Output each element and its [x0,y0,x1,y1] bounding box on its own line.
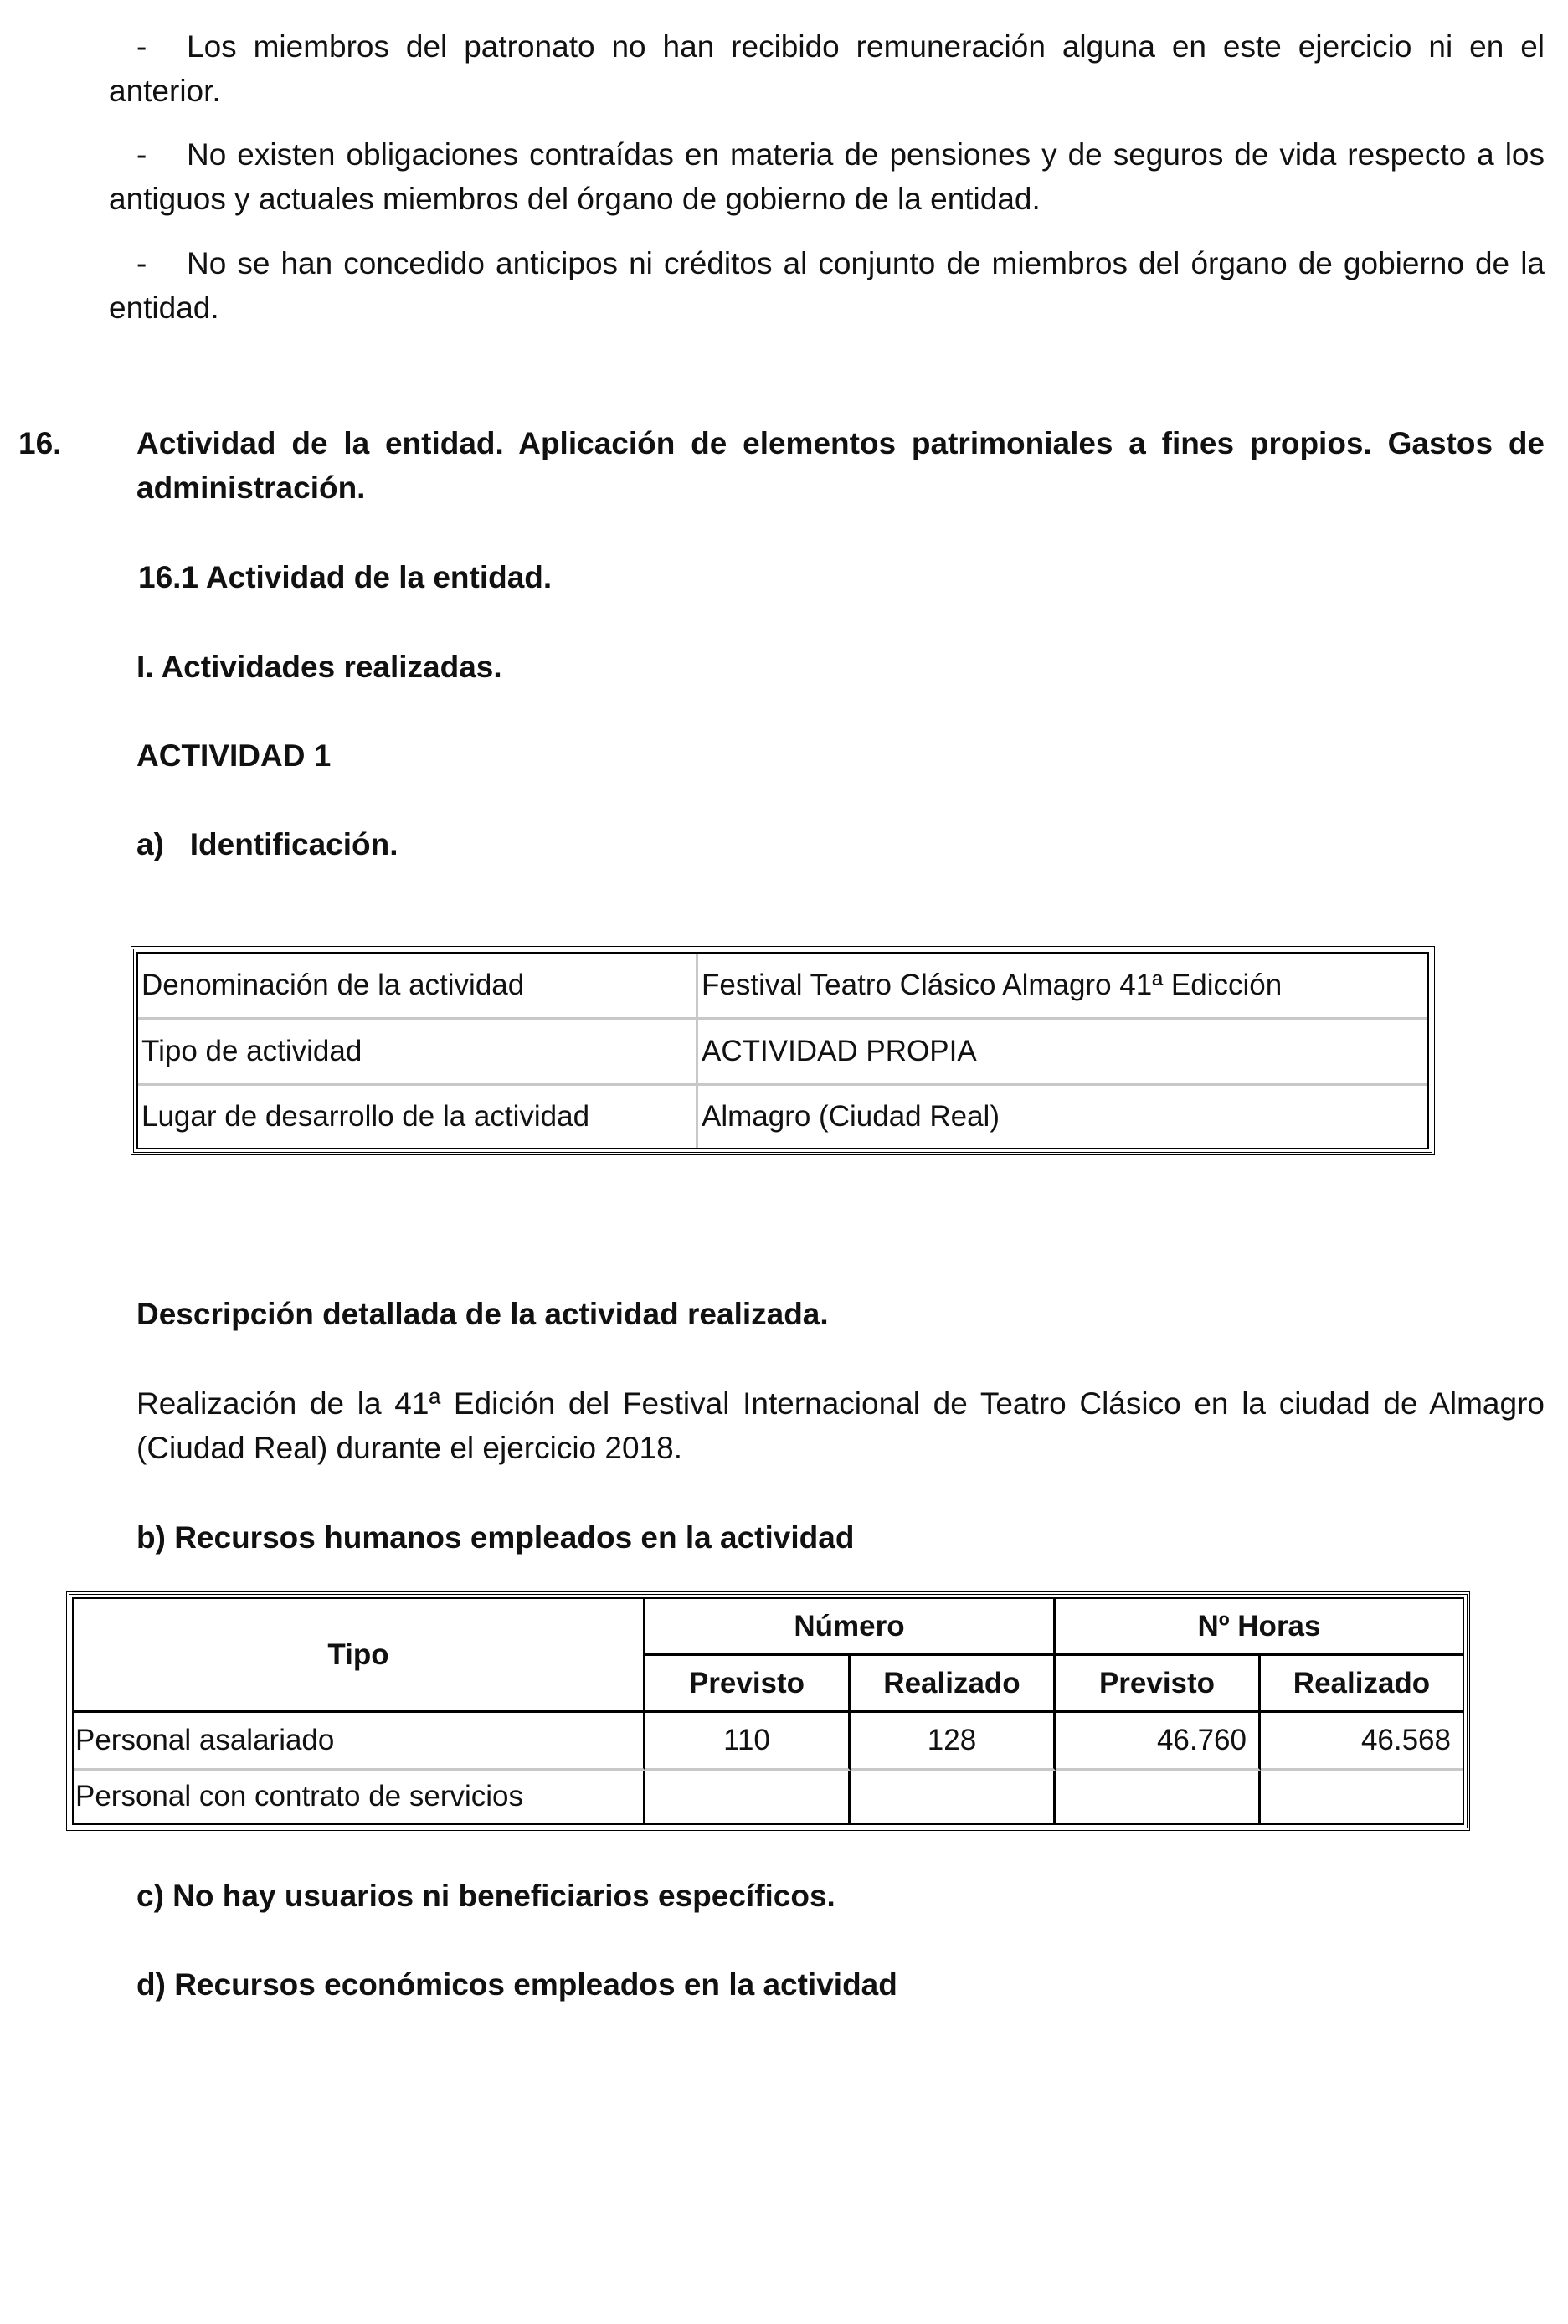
bullet-dash: - [136,246,147,280]
economic-heading: d) Recursos económicos empleados en la actividad [136,1967,897,2002]
table-cell-num-realizado [851,1771,1056,1823]
table-cell-tipo: Personal con contrato de servicios [74,1771,645,1823]
table-header-row [74,1599,1463,1656]
part-heading: I. Actividades realizadas. [136,650,502,684]
table-row [74,1713,1463,1770]
table-cell-tipo: Personal asalariado [74,1713,645,1770]
identification-table-frame [131,946,1435,1155]
bullet-text: No se han concedido anticipos ni créditos al conjunto de miembros del órgano de gobierno de la entidad. [109,246,1545,325]
header-horas-realizado: Realizado [1261,1656,1463,1713]
table-cell-horas-previsto: 46.760 [1056,1713,1261,1770]
description-text: Realización de la 41ª Edición del Festival Internacional de Teatro Clásico en la ciudad de Almagro (Ciudad Real) durante el ejercicio 2018. [136,1386,1545,1465]
bullet-dash: - [136,29,147,64]
table-cell-label: Lugar de desarrollo de la actividad [138,1086,698,1148]
table-row [138,1020,1427,1086]
section-title: Actividad de la entidad. Aplicación de elementos patrimoniales a fines propios. Gastos de administración. [136,426,1545,505]
table-cell-num-realizado: 128 [851,1713,1056,1770]
table-cell-label: Denominación de la actividad [138,954,698,1020]
section-number: 16. [18,426,62,460]
table-cell-value: Festival Teatro Clásico Almagro 41ª Edicción [698,954,1427,1020]
table-cell-horas-previsto [1056,1771,1261,1823]
users-heading: c) No hay usuarios ni beneficiarios específicos. [136,1879,835,1913]
human-resources-table [72,1597,1464,1825]
table-cell-num-previsto [645,1771,851,1823]
bullet-text: No existen obligaciones contraídas en materia de pensiones y de seguros de vida respecto a los antiguos y actuales miembros del órgano de gobierno de la entidad. [109,137,1545,216]
header-numero: Número [645,1599,1056,1656]
header-horas: Nº Horas [1056,1599,1463,1656]
bullet-dash: - [136,137,147,172]
header-horas-previsto: Previsto [1056,1656,1261,1713]
bullet-anticipos [109,241,1545,330]
table-cell-value: Almagro (Ciudad Real) [702,1100,1000,1134]
table-row [138,1086,1427,1148]
table-row [74,1771,1463,1823]
activity-heading: ACTIVIDAD 1 [136,738,332,773]
header-numero-previsto: Previsto [645,1656,851,1713]
table-cell-horas-realizado [1261,1771,1463,1823]
identification-table [136,952,1429,1149]
header-numero-realizado: Realizado [851,1656,1056,1713]
human-resources-table-frame [66,1591,1470,1831]
bullet-pensiones [109,132,1545,221]
table-cell-horas-realizado: 46.568 [1261,1713,1463,1770]
bullet-remuneracion [109,24,1545,113]
human-resources-heading: b) Recursos humanos empleados en la actividad [136,1520,855,1555]
identification-heading: a) Identificación. [136,827,398,861]
header-tipo: Tipo [74,1599,645,1713]
sub-heading-16-1: 16.1 Actividad de la entidad. [138,560,553,594]
table-cell-num-previsto: 110 [645,1713,851,1770]
bullet-text: Los miembros del patronato no han recibido remuneración alguna en este ejercicio ni en el anterior. [109,29,1545,108]
table-cell-label: Tipo de actividad [138,1020,698,1086]
table-row [138,954,1427,1020]
table-cell-value: ACTIVIDAD PROPIA [698,1020,1427,1086]
description-heading: Descripción detallada de la actividad realizada. [136,1297,829,1331]
